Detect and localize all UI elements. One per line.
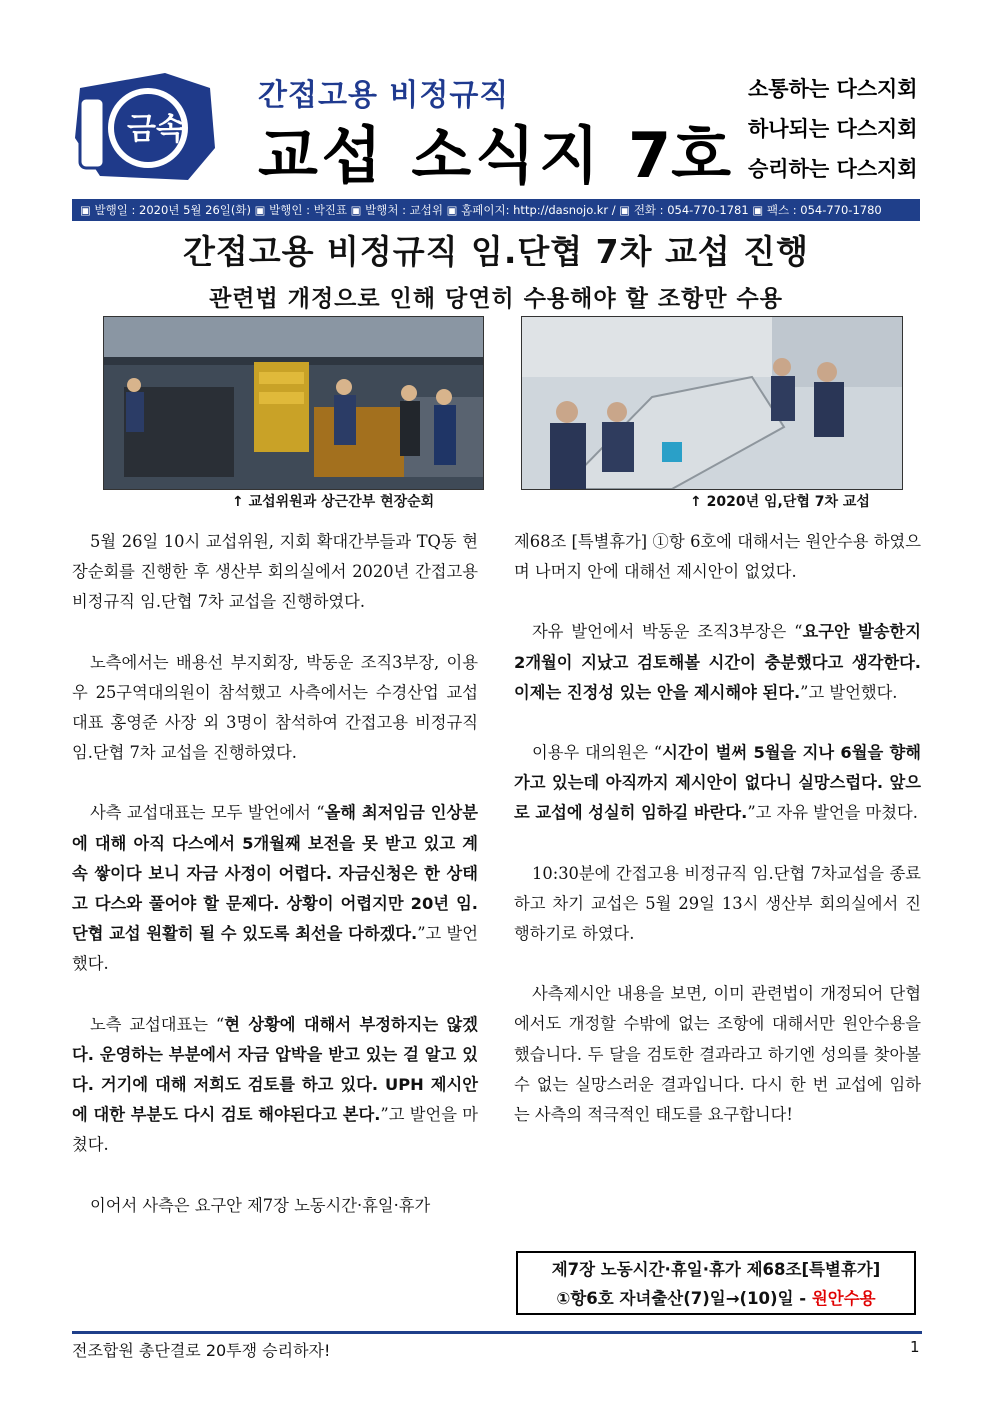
paragraph: 노측에서는 배용선 부지회장, 박동운 조직3부장, 이용우 25구역대의원이 참석했고 사측에서는 수경산업 교섭대표 홍영준 사장 외 3명이 참석하여 간접고용 비정규직 임.단협 7차 교섭을 진행하였다. [72, 652, 478, 763]
article-right-column [514, 527, 921, 1160]
paragraph-quote: 노측 교섭대표는 “현 상황에 대해서 부정하지는 않겠다. 운영하는 부분에서 자금 압박을 받고 있는 걸 알고 있다. 거기에 대해 저희도 검토를 하고 있다. UPH 제시안에 대한 부분도 다시 검토 해야된다고 본다.”고 발언을 마쳤다. [72, 1014, 478, 1155]
logo-text: 금속 [127, 112, 185, 147]
slogan-2: 하나되는 다스지회 [748, 117, 918, 141]
accepted-label: 원안수용 [811, 1289, 876, 1308]
paragraph: 사측제시안 내용을 보면, 이미 관련법이 개정되어 단협에서도 개정할 수밖에 없는 조항에 대해서만 원안수용을 했습니다. 두 달을 검토한 결과라고 하기엔 성의를 찾아볼 수 없는 실망스러운 결과입니다. 다시 한 번 교섭에 임하는 사측의 적극적인 태도를 요구합니다! [514, 984, 921, 1125]
photo-caption-1: ↑ 교섭위원과 상근간부 현장순회 [232, 494, 435, 510]
paragraph: 제68조 [특별휴가] ①항 6호에 대해서는 원안수용 하였으며 나머지 안에 대해선 제시안이 없었다. [514, 532, 921, 582]
paragraph: 10:30분에 간접고용 비정규직 임.단협 7차교섭을 종료하고 차기 교섭은 5월 29일 13시 생산부 회의실에서 진행하기로 하였다. [514, 863, 921, 944]
quote-bold: 시간이 벌써 5월을 지나 6월을 향해가고 있는데 아직까지 제시안이 없다니 실망스럽다. 앞으로 교섭에 성실히 임하길 바란다. [514, 743, 921, 823]
summary-line-1: 제7장 노동시간·휴일·휴가 제68조[특별휴가] [551, 1260, 881, 1279]
summary-box [516, 1251, 916, 1315]
article-left-column [72, 527, 478, 1251]
quote-bold: 현 상황에 대해서 부정하지는 않겠다. 운영하는 부분에서 자금 압박을 받고 있는 걸 알고 있다. 거기에 대해 저희도 검토를 하고 있다. UPH 제시안에 대한 부분도 다시 검토 해야된다고 본다. [72, 1014, 478, 1125]
slogan-1: 소통하는 다스지회 [748, 77, 918, 101]
newsletter-title: 교섭 소식지 [258, 119, 604, 192]
photo-caption-2: ↑ 2020년 임,단협 7차 교섭 [690, 494, 870, 510]
issue-number: 7호 [628, 119, 732, 192]
photo-negotiation-meeting [521, 316, 903, 490]
paragraph-quote: 사측 교섭대표는 모두 발언에서 “올해 최저임금 인상분에 대해 아직 다스에서 5개월째 보전을 못 받고 있고 계속 쌓이다 보니 자금 사정이 어렵다. 자금신청은 한 상태고 다스와 풀어야 할 문제다. 상황이 어렵지만 20년 임.단협 교섭 원활히 될 수 있도록 최선을 다하겠다.”고 발언했다. [72, 803, 478, 974]
publication-info-bar: ▣ 발행일 : 2020년 5월 26일(화) ▣ 발행인 : 박진표 ▣ 발행처 : 교섭위 ▣ 홈페이지: http://dasnojo.kr / ▣ 전화 : 054-770-1781 ▣ 팩스 : 054-770-1780 [72, 199, 920, 221]
article-subheadline: 관련법 개정으로 인해 당연히 수용해야 할 조항만 수용 [209, 286, 783, 312]
quote-bold: 올해 최저임금 인상분에 대해 아직 다스에서 5개월째 보전을 못 받고 있고 계속 쌓이다 보니 자금 사정이 어렵다. 자금신청은 한 상태고 다스와 풀어야 할 문제다. 상황이 어렵지만 20년 임.단협 교섭 원활히 될 수 있도록 최선을 다하겠다. [72, 803, 478, 944]
slogan-3: 승리하는 다스지회 [748, 157, 918, 181]
paragraph: 5월 26일 10시 교섭위원, 지회 확대간부들과 TQ동 현장순회를 진행한 후 생산부 회의실에서 2020년 간접고용 비정규직 임.단협 7차 교섭을 진행하였다. [72, 532, 478, 612]
footer-divider [72, 1331, 922, 1334]
union-logo [70, 68, 220, 186]
newsletter-subtitle: 간접고용 비정규직 [258, 78, 510, 113]
paragraph-quote: 자유 발언에서 박동운 조직3부장은 “요구안 발송한지 2개월이 지났고 검토해볼 시간이 충분했다고 생각한다. 이제는 진정성 있는 안을 제시해야 된다.”고 발언했다. [514, 622, 921, 702]
paragraph: 이어서 사측은 요구안 제7장 노동시간·휴일·휴가 [90, 1195, 431, 1215]
article-headline: 간접고용 비정규직 임.단협 7차 교섭 진행 [183, 232, 809, 271]
paragraph-quote: 이용우 대의원은 “시간이 벌써 5월을 지나 6월을 향해가고 있는데 아직까지 제시안이 없다니 실망스럽다. 앞으로 교섭에 성실히 임하길 바란다.”고 자유 발언을 마쳤다. [514, 743, 921, 823]
page-number: 1 [910, 1338, 920, 1356]
summary-line-2: ①항6호 자녀출산(7)일→(10)일 - 원안수용 [556, 1289, 876, 1308]
quote-bold: 요구안 발송한지 2개월이 지났고 검토해볼 시간이 충분했다고 생각한다. 이제는 진정성 있는 안을 제시해야 된다. [514, 622, 921, 702]
photo-field-tour [103, 316, 484, 490]
footer-slogan: 전조합원 총단결로 20투쟁 승리하자! [72, 1341, 331, 1360]
slogan-list [748, 72, 918, 192]
